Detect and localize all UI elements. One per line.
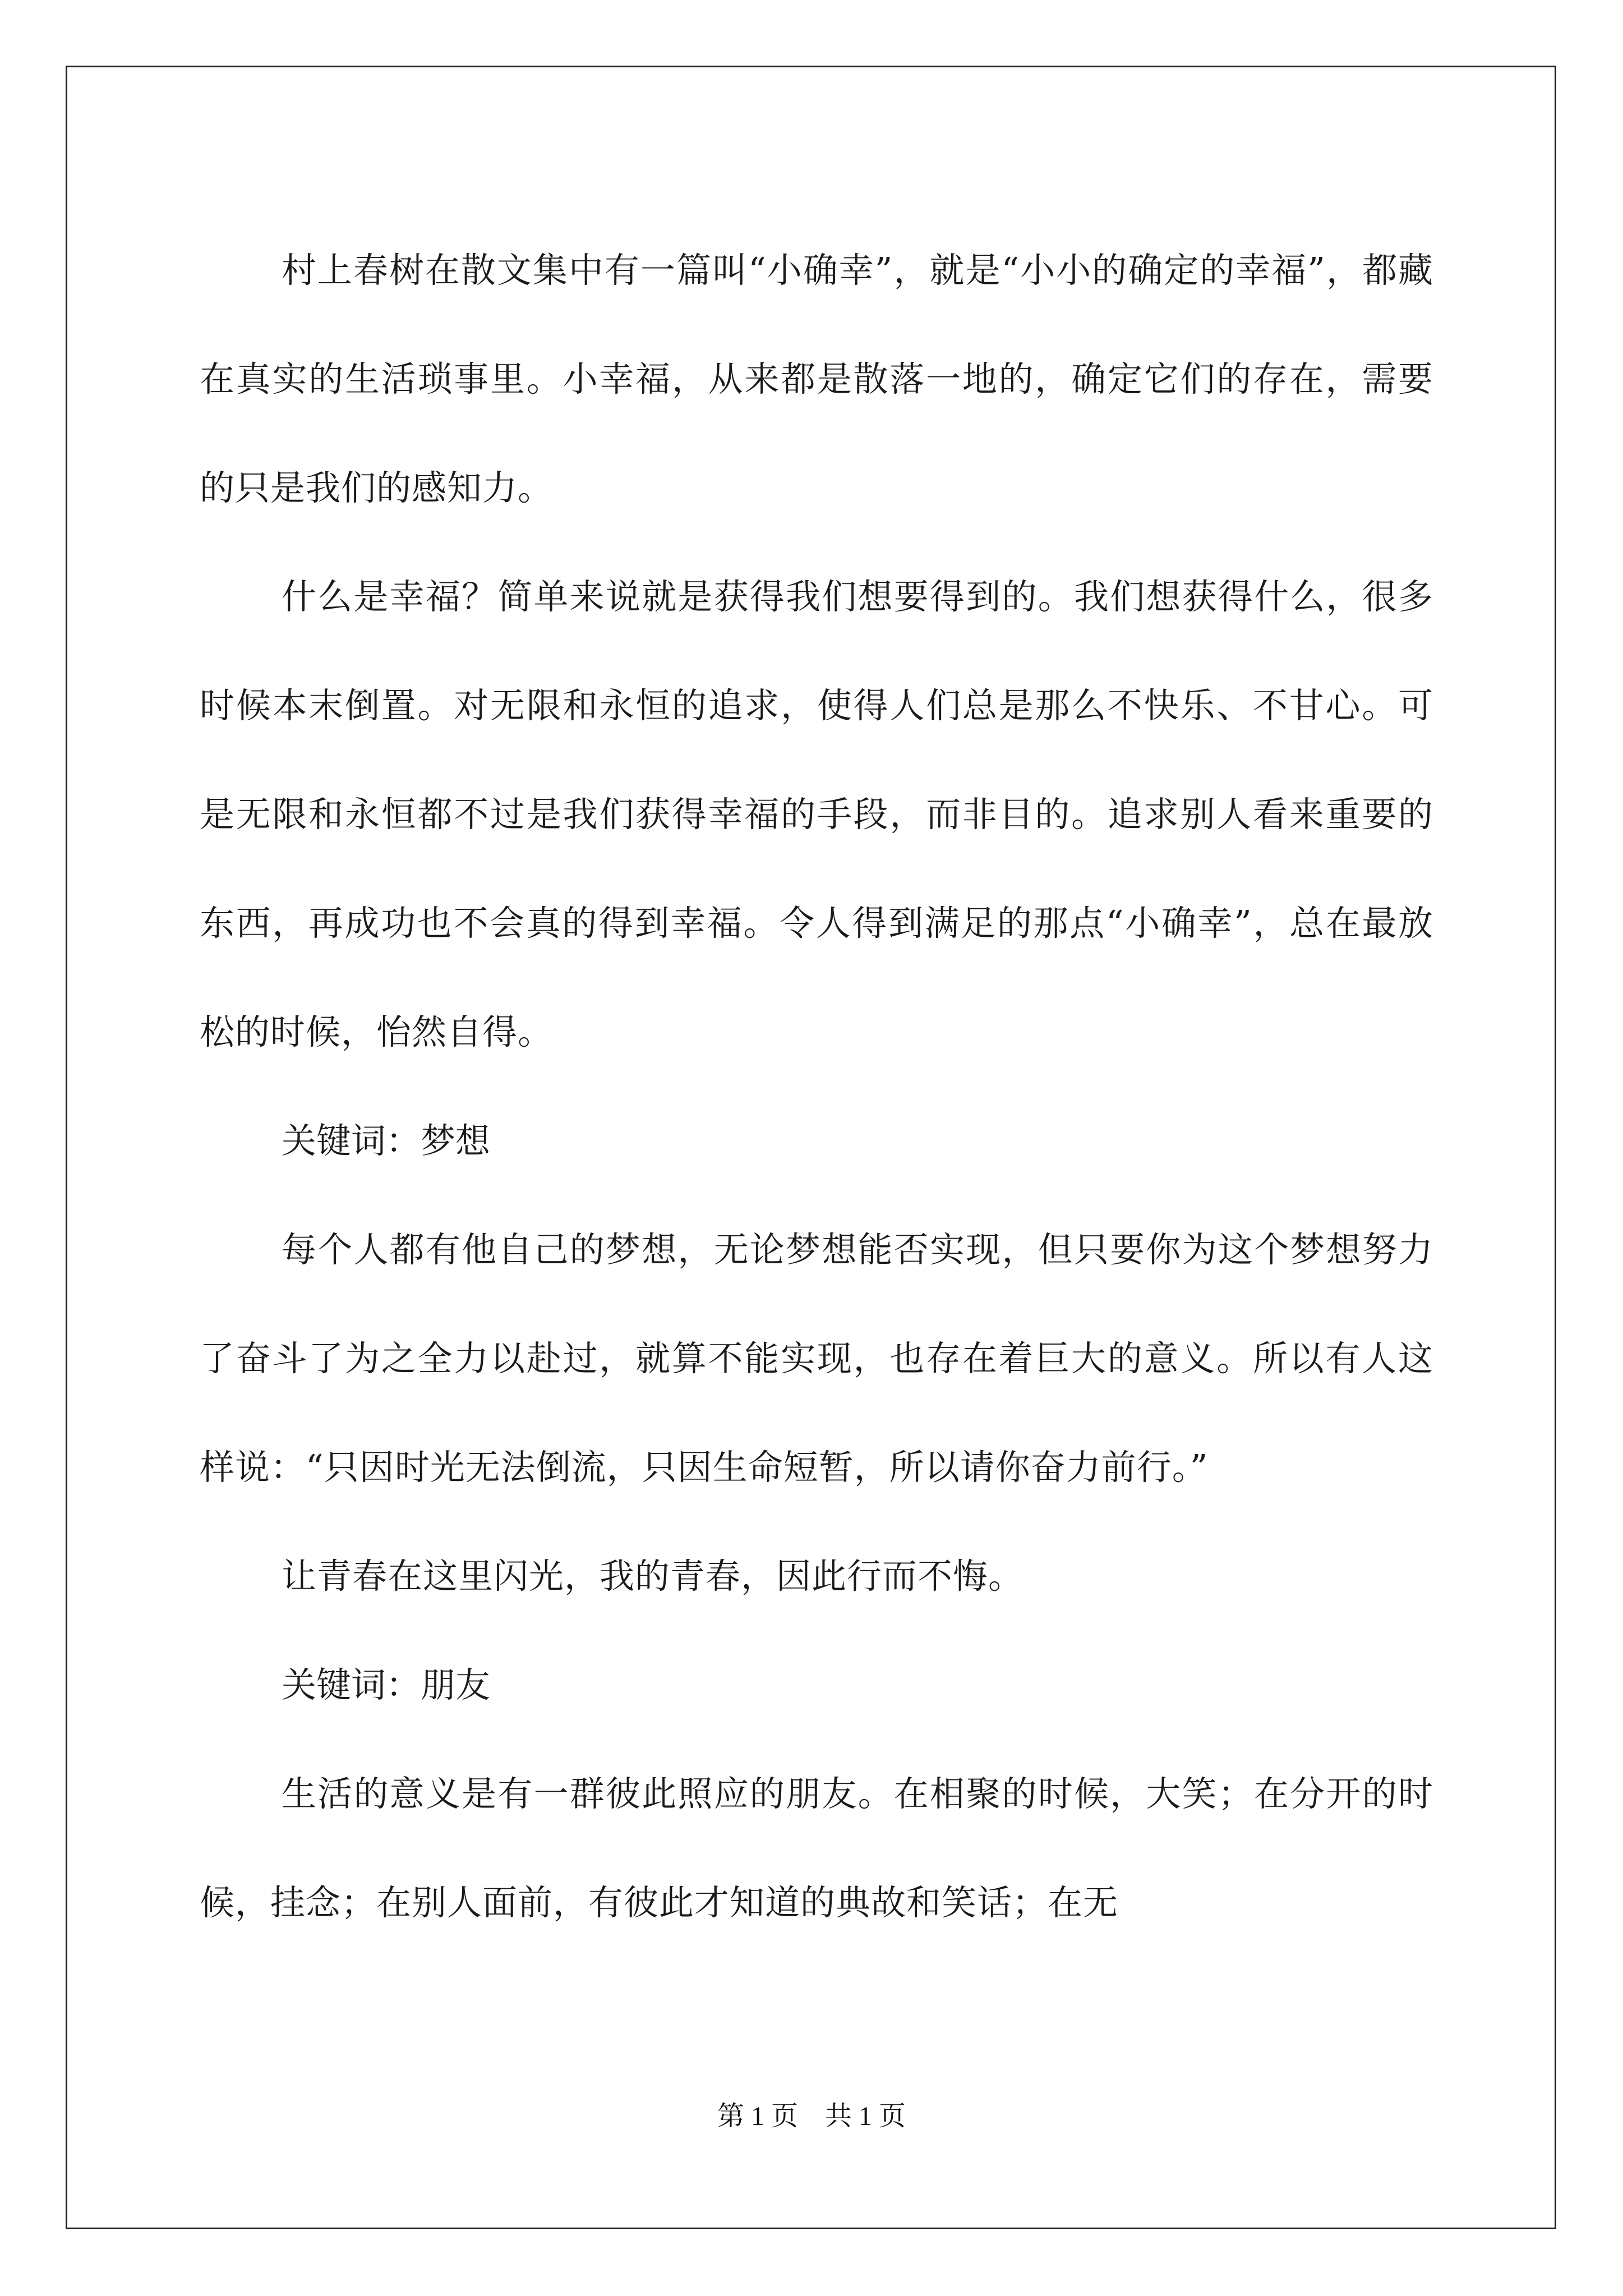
document-body bbox=[200, 216, 1433, 1957]
paragraph-dream: 每个人都有他自己的梦想，无论梦想能否实现，但只要你为这个梦想努力了奋斗了为之全力以赴过，就算不能实现，也存在着巨大的意义。所以有人这样说：“只因时光无法倒流，只因生命短暂，所以请你奋力前行。” bbox=[200, 1229, 1433, 1488]
keyword-friend-heading: 关键词：朋友 bbox=[282, 1664, 491, 1705]
paragraph-happiness: 什么是幸福？简单来说就是获得我们想要得到的。我们想获得什么，很多时候本末倒置。对无限和永恒的追求，使得人们总是那么不快乐、不甘心。可是无限和永恒都不过是我们获得幸福的手段，而非目的。追求别人看来重要的东西，再成功也不会真的得到幸福。令人得到满足的那点“小确幸”，总在最放松的时候，怡然自得。 bbox=[200, 576, 1433, 1052]
keyword-dream-heading: 关键词：梦想 bbox=[282, 1120, 491, 1161]
page-number-footer: 第 1 页 共 1 页 bbox=[717, 2101, 906, 2131]
paragraph-xiaoquexing: 村上春树在散文集中有一篇叫“小确幸”，就是“小小的确定的幸福”，都藏在真实的生活琐事里。小幸福，从来都是散落一地的，确定它们的存在，需要的只是我们的感知力。 bbox=[200, 250, 1433, 508]
paragraph-youth: 让青春在这里闪光，我的青春，因此行而不悔。 bbox=[282, 1556, 1024, 1596]
paragraph-friends: 生活的意义是有一群彼此照应的朋友。在相聚的时候，大笑；在分开的时候，挂念；在别人面前，有彼此才知道的典故和笑话；在无 bbox=[200, 1773, 1433, 1923]
